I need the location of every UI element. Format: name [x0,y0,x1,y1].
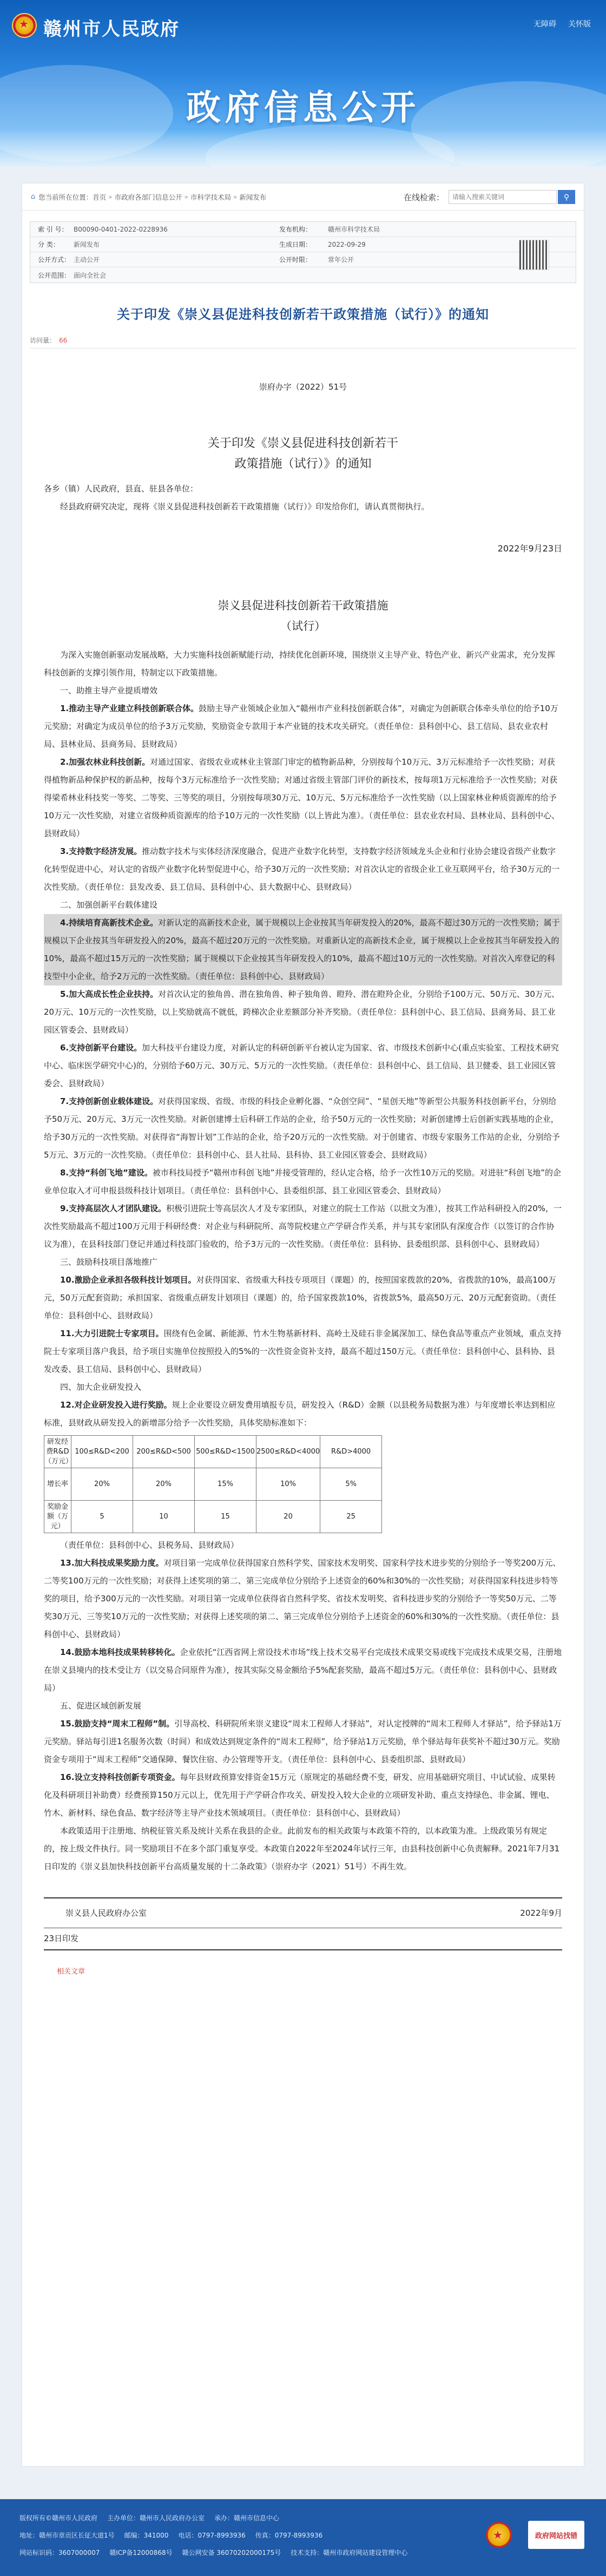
metadata-value: B00090-0401-2022-0228936 [74,225,168,233]
metadata-row [30,237,576,252]
policy-item-text: 引导高校、科研院所来崇义建设“周末工程师人才驿站”，对认定授牌的“周末工程师人才驿站”，给予驿站1万元奖励。驿站每引进1名服务次数（时间）和成效达到规定条件的“周末工程师”，给予驿站1万元奖励，单个驿站每年获奖补不超过30万元。奖励资金专项用于“周末工程师”交通保障、餐饮住宿、办公管理等开支。（责任单位：县科创中心、县委组织部、县财政局） [44,1719,562,1764]
related-articles-link[interactable]: 相关文章 [57,1968,85,1976]
metadata-key: 公开范围： [38,271,71,279]
notice-title-line: 政策措施（试行）》的通知 [234,457,372,471]
section-heading: 五、促进区域创新发展 [60,1701,142,1711]
policy-item [44,753,562,843]
breadcrumb-prefix: 您当前所在位置： [38,193,93,201]
policy-item-text: 围绕有色金属、新能源、竹木生物基新材料、高岭土及硅石非金属深加工、绿色食品等重点产业领域，重点支持院士专家项目落户我县，给予项目实施单位按照投入的5%的一次性资金资补支持，最高不超过150万元。（责任单位：县科创中心、县科协、县发改委、县工信局、县科创中心、县财政局） [44,1329,562,1374]
party-emblem-icon[interactable]: ★ [486,2522,512,2548]
breadcrumb-home[interactable]: 首页 [93,193,107,201]
table-cell: 200≤R&D<500 [133,1436,195,1468]
policy-item [44,1271,562,1325]
printed-date: 23日印发 [44,1934,79,1943]
policy-item [44,1164,562,1200]
policy-item-text: 对新认定的高新技术企业，属于规模以上企业按其当年研发投入的20%，最高不超过30万元的一次性奖励；属于规模以下企业按其当年研发投入的20%，最高不超过20万元的一次性奖励。对重新认定的高新技术企业，属于规模以上企业按其当年研发投入的10%，最高不超过15万元的一次性奖励；属于规模以下企业按其当年研发投入的10%，最高不超过10万元的一次性奖励。对首次入库登记的科技型中小企业，给予2万元的一次性奖励。（责任单位：县科创中心、县财政局） [44,918,560,981]
search-icon: ⚲ [563,192,570,201]
national-emblem-icon[interactable]: ★ [12,13,37,38]
breadcrumb-separator: » [233,193,238,201]
metadata-table [30,221,576,283]
policy-item [44,1325,562,1378]
care-mode-link[interactable]: 关怀版 [568,20,591,29]
table-cell: 100≤R&D<200 [71,1436,133,1468]
banner-title: 政府信息公开 [186,88,420,128]
metadata-value: 主动公开 [74,256,100,264]
policy-item-title: 1.推动主导产业建立科技创新联合体。 [60,704,199,713]
breadcrumb-separator: » [184,193,188,201]
policy-title [22,595,584,636]
preamble: 为深入实施创新驱动发展战略，大力实施科技创新赋能行动，持续优化创新环境，围绕崇义主导产业、特色产业、新兴产业需求，充分发挥科技创新的支撑引领作用，特制定以下政策措施。 [44,650,556,678]
footer-text: 地址：赣州市章贡区长征大道1号 [19,2532,115,2539]
table-cell: 25 [320,1501,382,1533]
policy-item [44,1715,562,1769]
policy-item-title: 5.加大高成长性企业扶持。 [60,989,159,999]
qr-code [519,240,549,270]
policy-item-title: 12.对企业研发投入进行奖励。 [60,1400,172,1410]
site-header [0,0,606,167]
site-name[interactable]: 赣州市人民政府 [43,18,180,40]
policy-item-text: 规上企业要设立研发费用填报专员，研发投入（R&D）金额（以县税务局数据为准）与年度增长率达到相应标准，县财政从研发投入的新增部分给予一次性奖励，具体奖励标准如下： [44,1400,556,1428]
site-footer [0,2499,606,2576]
policy-item-text: 积极引进院士等高层次人才及专家团队，对建立的院士工作站（以批文为准），按其工作站科研投入的20%，一次性奖励最高不超过100万元用于科研经费：对企业与科研院所、高等院校建立产学研合作关系，并与其专家团队有深度合作（以签订的合作协议为准），在县科技部门登记并通过科技部门验收的，给予3万元的一次性奖励。（责任单位：县科协、县委组织部、县科创中心、县财政局） [44,1204,562,1249]
views-count: 66 [59,336,68,344]
footer-text: 承办：赣州市信息中心 [214,2514,280,2522]
policy-item-text: 对首次认定的独角兽、潜在独角兽、种子独角兽、瞪羚、潜在瞪羚企业，分别给予100万元、50万元、30万元、20万元、10万元的一次性奖励，以上奖励就高不就低，跨梯次企业差额部分补齐奖励。（责任单位：县科创中心、县工信局、县商务局、县工业园区管委会、县财政局） [44,989,559,1035]
search-button[interactable] [558,190,575,204]
footer-row [19,2531,322,2540]
table-cell: 增长率 [44,1468,71,1501]
section-heading: 四、加大企业研发投入 [60,1382,142,1392]
table-cell: 奖励金额（万元） [44,1501,71,1533]
metadata-key: 生成日期： [279,241,312,248]
policy-item [44,700,562,753]
footer-text: 版权所有©赣州市人民政府 [19,2514,98,2522]
policy-item [44,1093,562,1164]
closing-paragraph: 本政策适用于注册地、纳税征管关系及统计关系在我县的企业。此前发布的相关政策与本政策不符的，以本政策为准。上级政策另有规定的，按上级文件执行。同一奖励项目不在多个部门重复享受。本政策自2022年至2024年试行三年，由县科技创新中心负责解释。2021年7月31日印发的《崇义县加快科技创新平台高质量发展的十二条政策》（崇府办字（2021）51号）不再生效。 [44,1826,560,1871]
issuer: 崇义县人民政府办公室 [65,1908,147,1918]
policy-item-title: 16.设立支持科技创新专项资金。 [60,1772,180,1782]
footer-link[interactable]: 赣公网安备 36070202000175号 [182,2549,281,2557]
metadata-value: 面向全社会 [74,271,107,279]
policy-item-text: 每年县财政预算安排资金15万元（原规定的基础经费不变，研发、应用基础研究项目、中试试验、成果转化及科研项目补助费）经费预算150万元以上，优先用于产学研合作攻关、研发投入较大企业的立项研发补助、重点支持绿色、非金属、锂电、竹木、新材料、绿色食品、数字经济等主导产业技术领域项目。（责任单位：县科创中心、县财政局） [44,1772,556,1818]
intro-paragraph: 经县政府研究决定，现将《崇义县促进科技创新若干政策措施（试行）》印发给你们，请认真贯彻执行。 [60,502,430,511]
breadcrumb-departments[interactable]: 市政府各部门信息公开 [114,193,182,201]
policy-item-title: 15.鼓励支持“周末工程师”制。 [60,1719,175,1729]
policy-item [44,1039,562,1093]
table-cell: 2500≤R&D<4000 [256,1436,320,1468]
footer-text: 电话：0797-8993936 [178,2532,246,2539]
section-heading: 一、助推主导产业提质增效 [60,686,158,695]
policy-item-title: 6.支持创新平台建设。 [60,1043,142,1053]
policy-item-title: 14.鼓励本地科技成果转移转化。 [60,1647,180,1657]
responsible-units: （责任单位：县科创中心、县税务局、县财政局） [60,1540,239,1550]
policy-item-title: 9.支持高层次人才团队建设。 [60,1204,167,1213]
table-cell: 20% [133,1468,195,1501]
search-input[interactable] [449,190,557,204]
table-cell: 5% [320,1468,382,1501]
table-cell: 15% [195,1468,256,1501]
notice-title-line: 关于印发《崇义县促进科技创新若干 [207,437,398,450]
document-title: 关于印发《崇义县促进科技创新若干政策措施（试行）》的通知 [117,307,489,322]
notice-date: 2022年9月23日 [497,543,562,554]
table-cell: 20 [256,1501,320,1533]
metadata-value: 赣州市科学技术局 [328,226,380,233]
location-icon: ⌂ [31,193,36,201]
metadata-value: 2022-09-29 [328,240,366,248]
table-row [44,1468,382,1501]
breadcrumb-news[interactable]: 新闻发布 [239,193,267,201]
policy-item-text: 被市科技局授予“赣州市科创飞地”并接受管理的，经认定合格，给予一次性10万元的奖励。对进驻“科创飞地”的企业单位取入才可申报县级科技计划项目。（责任单位：县科创中心、县委组织部、县工业园区管委会、县财政局） [44,1168,562,1195]
policy-item-text: 对通过国家、省级农业或林业主管部门审定的植物新品种，分别按每个10万元、3万元标准给予一次性奖励；对获得植物新品种保护权的新品种，按每个3万元标准给予一次性奖励；对通过省级主管部门评价的新技术，按每项1万元标准给予一次性奖励；对获得梁希林业科技奖一等奖、二等奖、三等奖的项目，分别按每项30万元、10万元、5万元标准给予一次性奖励（以上国家林业种质资源库的给予10万元一次性奖励，对建立省级种质资源库的给予10万元的一次性奖励（以上皆此为准）。（责任单位：县农业农村局、县林业局、县科创中心、县财政局） [44,757,560,838]
policy-item-title: 10.激励企业承担各级科技计划项目。 [60,1275,196,1285]
printed-line [44,1928,562,1950]
table-cell: 10 [133,1501,195,1533]
view-counter [30,332,576,349]
table-cell: R&D>4000 [320,1436,382,1468]
metadata-row [30,252,576,267]
table-cell: 5 [71,1501,133,1533]
table-cell: 500≤R&D<1500 [195,1436,256,1468]
page-body [0,167,606,2576]
policy-title-line: （试行） [280,620,326,633]
policy-item [44,914,562,985]
footer-text: 传真：0797-8993936 [255,2532,323,2539]
policy-item-text: 推动数字技术与实体经济深度融合，促进产业数字化转型，支持数字经济领域龙头企业和行业协会建设省级产业数字化转型促进中心，对认定的省级产业数字化转型促进中心，给予30万元的一次性奖励；对首次认定的省级企业工业互联网平台，给予30万元的一次性奖励。（责任单位：县发改委、县工信局、县科创中心、县大数据中心、县财政局） [44,846,560,892]
table-cell: 15 [195,1501,256,1533]
table-cell: 研发经费R&D（万元） [44,1436,71,1468]
policy-item [44,843,562,896]
policy-item [44,1769,562,1822]
metadata-key: 公开方式： [38,256,71,264]
views-label: 访问量： [30,337,56,344]
accessibility-link[interactable]: 无障碍 [533,20,556,29]
section-heading: 三、鼓励科技项目落地推广 [60,1257,158,1267]
metadata-row [30,222,576,237]
footer-link[interactable]: 赣ICP备12000868号 [109,2549,173,2557]
issue-date: 2022年9月 [520,1908,562,1918]
footer-text: 主办单位：赣州市人民政府办公室 [107,2514,205,2522]
metadata-value: 新闻发布 [74,241,100,248]
policy-item [44,1396,562,1432]
table-cell: 20% [71,1468,133,1501]
table-cell: 10% [256,1468,320,1501]
metadata-key: 索 引 号： [38,226,68,233]
search-label: 在线检索： [403,192,444,202]
metadata-key: 公开时限： [279,256,312,264]
policy-item-text: 鼓励主导产业领域企业加入“赣州市产业科技创新联合体”，对确定为创新联合体牵头单位的给予10万元奖励；对确定为成员单位的给予3万元奖励，奖励资金专款用于本产业链的技术攻关研究。（责任单位：县科创中心、县工信局、县农业农村局、县林业局、县商务局、县财政局） [44,704,558,749]
policy-body [22,646,584,1950]
content-card [22,183,584,2467]
footer-row [19,2548,407,2557]
policy-item-title: 8.支持“科创飞地”建设。 [60,1168,153,1178]
section-heading: 二、加强创新平台载体建设 [60,900,158,910]
breadcrumb-separator: » [108,193,113,201]
report-error-badge[interactable]: 政府网站找错 [528,2521,584,2549]
salutation: 各乡（镇）人民政府，县直、驻县各单位： [44,484,199,494]
metadata-value: 常年公开 [328,256,354,264]
policy-item-title: 7.支持创新创业载体建设。 [60,1096,159,1106]
policy-title-line: 崇义县促进科技创新若干政策措施 [218,599,388,612]
table-row [44,1436,382,1468]
footer-text: 网站标识码：3607000007 [19,2549,100,2557]
metadata-key: 发布机构： [279,226,312,233]
policy-item-title: 4.持续培育高新技术企业。 [60,918,159,928]
notice-title [22,433,584,475]
policy-item [44,1644,562,1697]
policy-item [44,985,562,1039]
footer-text: 技术支持：赣州市政府网站建设管理中心 [291,2549,408,2557]
breadcrumb-science-bureau[interactable]: 市科学技术局 [190,193,232,201]
policy-item [44,1554,562,1644]
policy-item-title: 13.加大科技成果奖励力度。 [60,1558,164,1568]
breadcrumb [22,183,584,211]
footer-row [19,2513,279,2522]
banner-skyline [0,129,606,167]
policy-item-title: 3.支持数字经济发展。 [60,846,142,856]
policy-item-text: 企业依托“江西省网上常设技术市场”线上技术交易平台完成技术成果交易或线下完成技术成果交易，注册地在崇义县境内的技术受让方（以交易合同原件为准），按其实际交易金额给予5%配套奖励，最高不超过5万元。（责任单位：县科创中心、县财政局） [44,1647,562,1693]
policy-item-text: 对项目第一完成单位获得国家自然科学奖、国家技术发明奖、国家科学技术进步奖的分别给予一等奖200万元、二等奖100万元的一次性奖励；对获得上述奖项的第二、第三完成单位分别给予上述资金的60%和30%的一次性奖励；对获得国家科技进步特等奖的项目，给予300万元的一次性奖励。对项目第一完成单位获得省自然科学奖、省技术发明奖、省科技进步奖的分别给予一等奖50万元、二等奖30万元、三等奖10万元的一次性奖励；对获得上述奖项的第二、第三完成单位分别给予上述资金的60%和30%的一次性奖励。（责任单位：县科创中心、县财政局） [44,1558,561,1639]
metadata-key: 分 类： [38,241,60,248]
footer-text: 邮编：341000 [124,2532,169,2539]
policy-item-title: 11.大力引进院士专家项目。 [60,1329,164,1338]
policy-item [44,1200,562,1253]
policy-item-text: 对获得国家、省级重大科技专项项目（课题）的，按照国家拨款的20%，省拨款的10%，最高100万元，50万元配套资助；承担国家、省级重点研发计划项目（课题）的，给予国家拨款10%，省拨款5%，最高50万元、20万元配套资助。（责任单位：县科创中心、县财政局） [44,1275,556,1320]
table-row [44,1501,382,1533]
policy-item-text: 对获得国家级、省级、市级的科技企业孵化器、“众创空间”、“星创天地”等新型公共服务科技创新平台，分别给予50万元、20万元、3万元一次性奖励。对新创建博士后科研工作站的企业，给予50万元的一次性奖励；对新创建博士后创新实践基地的企业，给予30万元的一次性奖励。对获得省“海智计划”工作站的企业，给予20万元的一次性奖励。对于创建省、市级专家服务工作站的企业，分别给予5万元、3万元的一次性奖励。（责任单位：县科创中心、县人社局、县科协、县工业园区管委会、县财政局） [44,1096,560,1160]
document-number: 崇府办字（2022）51号 [259,382,347,392]
metadata-row [30,267,576,282]
policy-item-title: 2.加强农林业科技创新。 [60,757,150,767]
issuer-line [44,1897,562,1928]
rd-reward-table [44,1435,382,1533]
policy-item-text: 加大科技平台建设力度，对新认定的科研创新平台被认定为国家、省、市级技术创新中心(重点实验室、工程技术研究中心、临床医学研究中心)的，分别给予60万元、30万元、5万元的一次性奖励。（责任单位：县科创中心、县工信局、县卫健委、县工业园区管委会、县财政局） [44,1043,559,1088]
notice-body [22,480,584,557]
